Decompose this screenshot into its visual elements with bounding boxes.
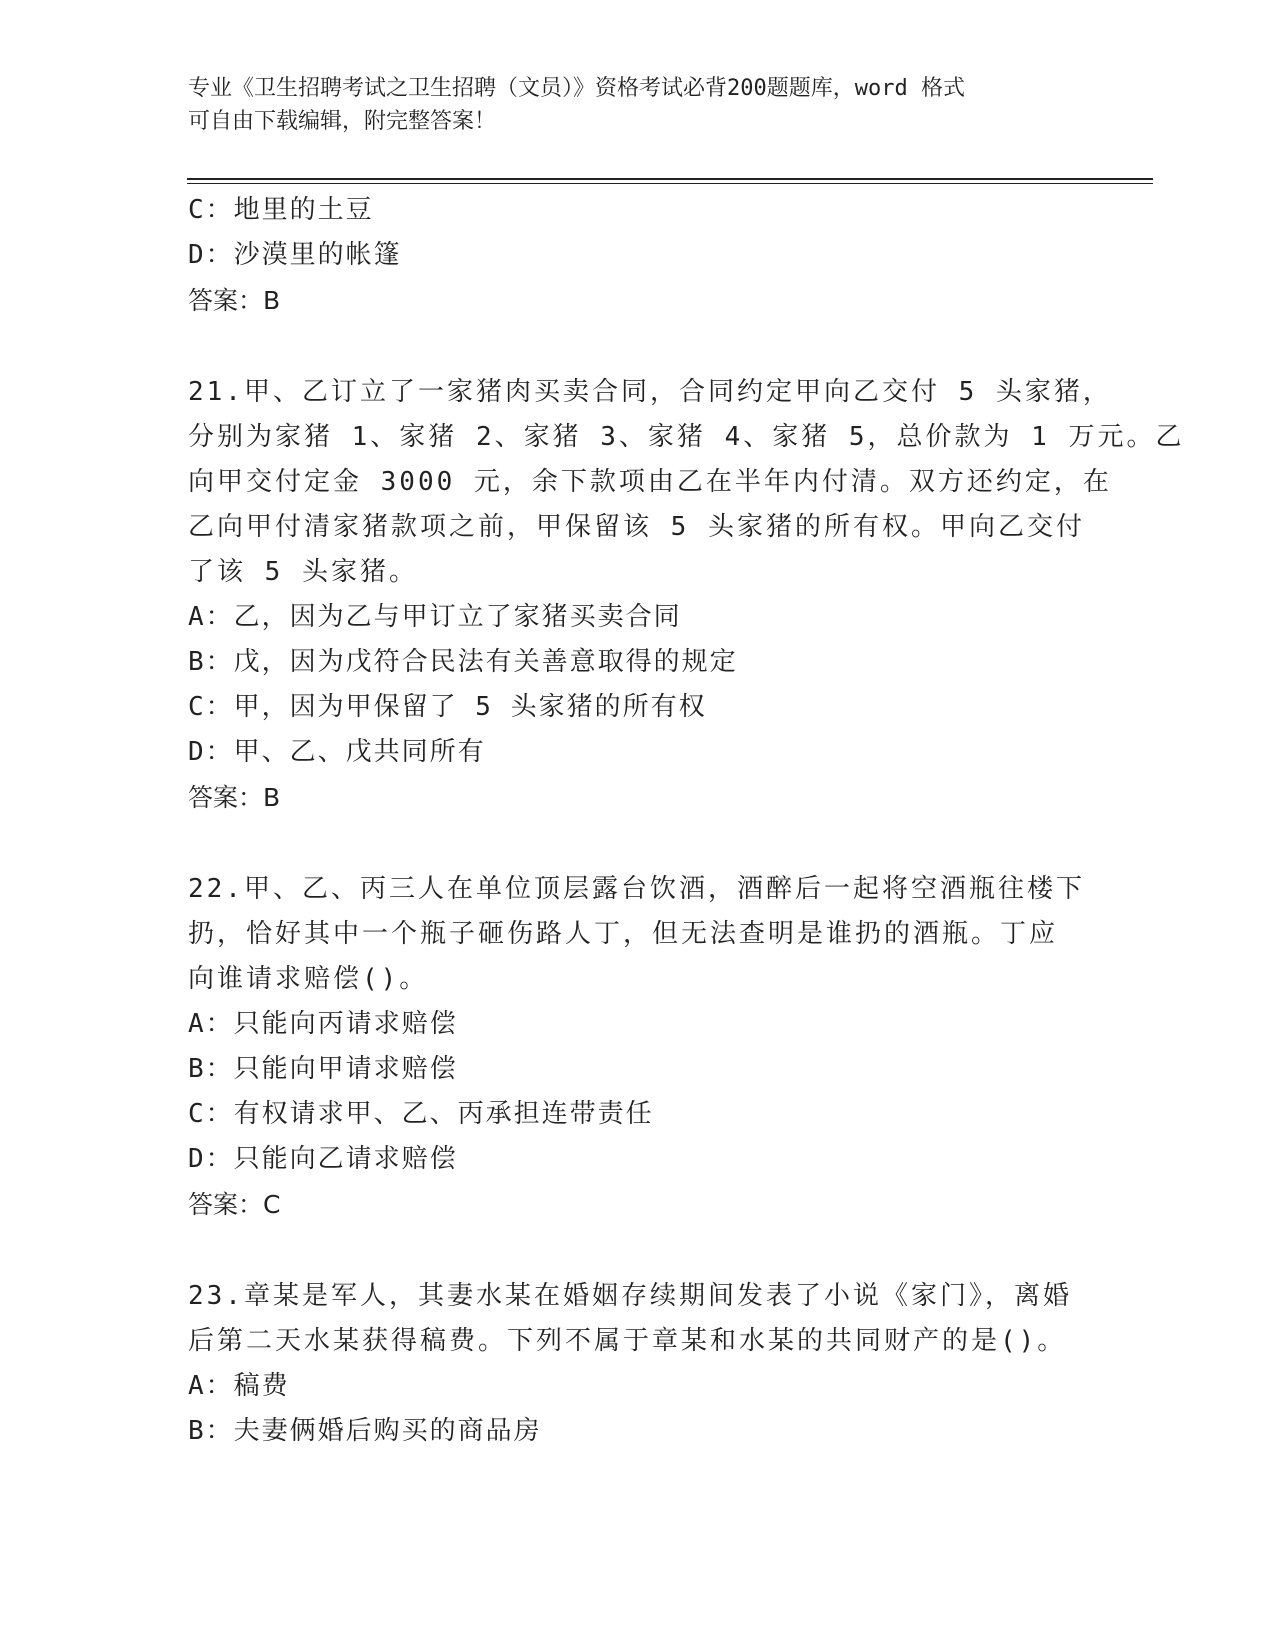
answer: 答案：B [188,286,281,315]
header-line-2: 可自由下载编辑，附完整答案！ [188,109,497,134]
question-stem-line: 分别为家猪 1、家猪 2、家猪 3、家猪 4、家猪 5，总价款为 1 万元。乙 [188,422,1185,452]
answer: 答案：B [188,783,281,812]
question-stem-line: 21.甲、乙订立了一家猪肉买卖合同，合同约定甲向乙交付 5 头家猪， [188,377,1112,407]
header-divider [187,178,1153,184]
document-header [188,72,1088,138]
question-stem-line: 后第二天水某获得稿费。下列不属于章某和水某的共同财产的是()。 [188,1326,1067,1356]
header-line-1: 专业《卫生招聘考试之卫生招聘（文员）》资格考试必背200题题库，word 格式 [188,76,965,101]
option-c: C：有权请求甲、乙、丙承担连带责任 [188,1099,654,1129]
option-c: C：甲，因为甲保留了 5 头家猪的所有权 [188,692,707,722]
option-b: B：戊，因为戊符合民法有关善意取得的规定 [188,647,738,677]
option-d: D：甲、乙、戊共同所有 [188,737,486,767]
option-b: B：只能向甲请求赔偿 [188,1054,458,1084]
document-body [188,188,1185,1454]
question-stem-line: 乙向甲付清家猪款项之前，甲保留该 5 头家猪的所有权。甲向乙交付 [188,512,1085,542]
option-a: A：稿费 [188,1371,290,1401]
question-stem-line: 扔，恰好其中一个瓶子砸伤路人丁，但无法查明是谁扔的酒瓶。丁应 [188,919,1059,949]
question-21 [188,370,1185,820]
answer: 答案：C [188,1190,281,1219]
question-22 [188,867,1088,1227]
option-b: B：夫妻俩婚后购买的商品房 [188,1416,542,1446]
option-a: A：只能向丙请求赔偿 [188,1009,458,1039]
question-stem-line: 了该 5 头家猪。 [188,557,418,587]
question-stem-line: 23.章某是军人，其妻水某在婚姻存续期间发表了小说《家门》，离婚 [188,1281,1072,1311]
prev-question [188,188,1088,323]
option-d: D：只能向乙请求赔偿 [188,1144,458,1174]
question-stem-line: 向甲交付定金 3000 元，余下款项由乙在半年内付清。双方还约定，在 [188,467,1112,497]
question-stem-line: 22.甲、乙、丙三人在单位顶层露台饮酒，酒醉后一起将空酒瓶往楼下 [188,874,1085,904]
option-a: A：乙，因为乙与甲订立了家猪买卖合同 [188,602,682,632]
question-23 [188,1274,1088,1454]
option-c: C：地里的土豆 [188,195,374,225]
question-stem-line: 向谁请求赔偿()。 [188,964,429,994]
option-d: D：沙漠里的帐篷 [188,240,402,270]
